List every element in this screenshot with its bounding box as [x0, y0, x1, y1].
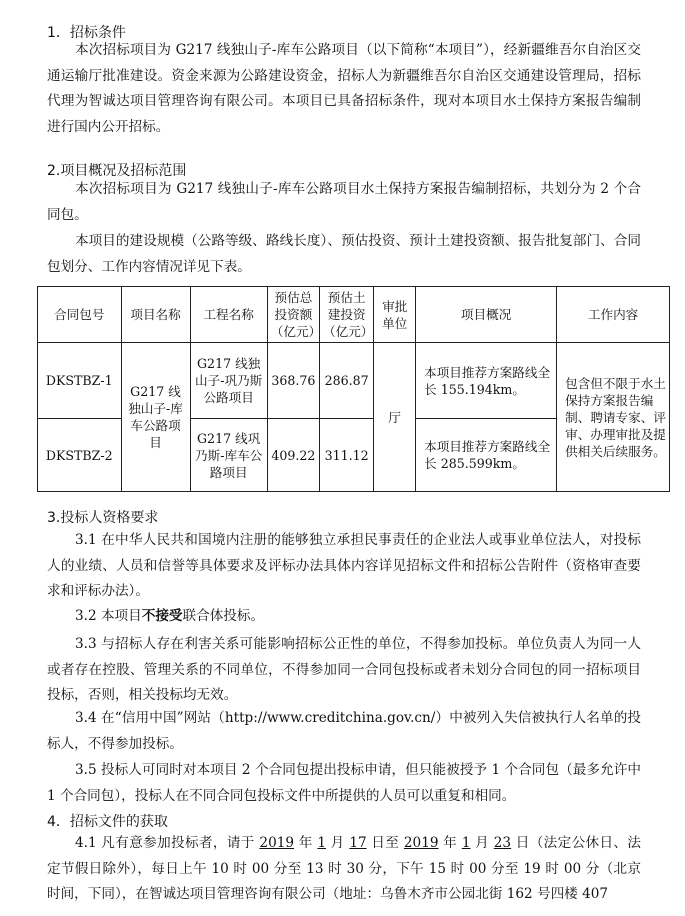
civil-investment-cell: 311.12	[320, 419, 374, 492]
total-investment-cell: 368.76	[267, 343, 319, 419]
date-month: 1	[461, 835, 471, 851]
header-cell: 预估土建投资（亿元）	[320, 287, 374, 343]
header-cell: 预估总投资额（亿元）	[267, 287, 319, 343]
header-cell: 工作内容	[557, 287, 670, 343]
section-3-2-paragraph	[47, 604, 641, 630]
date-year: 2019	[403, 835, 439, 851]
section-4-heading: 4．招标文件的获取	[47, 814, 168, 830]
text-run: 联合体投标。	[182, 608, 265, 624]
section-2-paragraph-1: 本次招标项目为 G217 线独山子-库车公路项目水土保持方案报告编制招标，共划分为 2 个合同包。	[47, 181, 641, 223]
overview-cell: 本项目推荐方案路线全长 155.194km。	[416, 343, 557, 419]
contract-package-table	[37, 286, 670, 492]
table-row	[38, 343, 670, 419]
package-id-cell: DKSTBZ-1	[38, 343, 122, 419]
header-cell: 审批单位	[374, 287, 416, 343]
section-2-paragraph-2: 本项目的建设规模（公路等级、路线长度）、预估投资、预计土建投资额、报告批复部门、合同包划分、工作内容情况详见下表。	[47, 233, 641, 275]
section-3-5-paragraph: 3.5 投标人可同时对本项目 2 个合同包提出投标申请，但只能被授予 1 个合同包（最多允许中 1 个合同包），投标人在不同合同包投标文件中所提供的人员可以重复和相同。	[47, 762, 641, 804]
total-investment-cell: 409.22	[267, 419, 319, 492]
text-run: 月	[326, 835, 350, 851]
section-4-1-paragraph	[47, 831, 641, 908]
engineering-name-cell: G217 线独山子-巩乃斯公路项目	[190, 343, 267, 419]
date-day: 17	[349, 835, 367, 851]
section-1-paragraph: 本次招标项目为 G217 线独山子-库车公路项目（以下简称“本项目”），经新疆维吾尔自治区交通运输厅批准建设。资金来源为公路建设资金，招标人为新疆维吾尔自治区交通建设管理局，招标代理为智诚达项目管理咨询有限公司。本项目已具备招标条件，现对本项目水土保持方案报告编制进行国内公开招标。	[47, 42, 641, 135]
emphasis-text: 不接受	[141, 608, 183, 624]
date-day: 23	[493, 835, 512, 851]
table-header-row	[38, 287, 670, 343]
header-cell: 工程名称	[190, 287, 267, 343]
section-1-heading: 1．招标条件	[47, 25, 126, 41]
project-name-cell: G217 线独山子-库车公路项目	[121, 343, 190, 492]
header-cell: 项目概况	[416, 287, 557, 343]
date-month: 1	[317, 835, 326, 851]
text-run: 年	[438, 835, 462, 851]
date-year: 2019	[259, 835, 295, 851]
engineering-name-cell: G217 线巩乃斯-库车公路项目	[190, 419, 267, 492]
text-run: 日至	[366, 835, 404, 851]
section-3-1-paragraph: 3.1 在中华人民共和国境内注册的能够独立承担民事责任的企业法人或事业单位法人，对投标人的业绩、人员和信誉等具体要求及评标办法具体内容详见招标文件和招标公告附件（资格审查要求和评标办法）。	[47, 532, 641, 599]
text-run: 日（法定公休日、法定节假日除外），每日上午 10 时 00 分至 13 时 30 分，下午 15 时 00 分至 19 时 00 分（北京时间，下同），在智诚达项目管理咨询有限公司（地址：乌鲁木齐市公园北街 162 号四楼 407	[47, 835, 641, 902]
civil-investment-cell: 286.87	[320, 343, 374, 419]
section-3-3-paragraph: 3.3 与招标人存在利害关系可能影响招标公正性的单位，不得参加投标。单位负责人为同一人或者存在控股、管理关系的不同单位，不得参加同一合同包投标或者未划分合同包的同一招标项目投标，否则，相关投标均无效。	[47, 636, 641, 703]
text-run: 月	[470, 835, 494, 851]
text-run: 年	[294, 835, 318, 851]
text-run: 3.2 本项目	[75, 608, 142, 624]
section-3-heading: 3.投标人资格要求	[47, 510, 159, 526]
section-3-4-paragraph: 3.4 在“信用中国”网站（http://www.creditchina.gov.cn/）中被列入失信被执行人名单的投标人，不得参加投标。	[47, 710, 641, 752]
text-run: 4.1 凡有意参加投标者，请于	[75, 835, 260, 851]
header-cell: 项目名称	[121, 287, 190, 343]
work-content-cell: 包含但不限于水土保持方案报告编制、聘请专家、评审、办理审批及提供相关后续服务。	[557, 343, 670, 492]
approval-unit-cell: 厅	[374, 343, 416, 492]
header-cell: 合同包号	[38, 287, 122, 343]
section-2-heading: 2.项目概况及招标范围	[47, 163, 187, 179]
package-id-cell: DKSTBZ-2	[38, 419, 122, 492]
overview-cell: 本项目推荐方案路线全长 285.599km。	[416, 419, 557, 492]
